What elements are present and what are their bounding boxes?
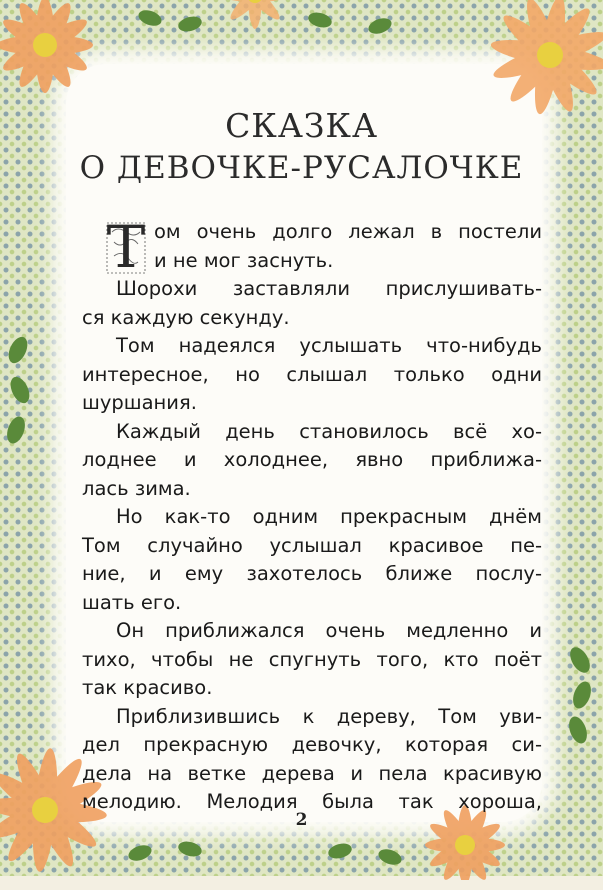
text-line: тихо, чтобы не спугнуть того, кто поёт [82,647,542,671]
leaf-icon-top [130,0,430,40]
text-line: лась зима. [82,476,191,500]
text-line: и не мог заснуть. [154,248,334,272]
text-line: Каждый день становилось всё хо- [116,419,542,443]
text-line: Шорохи заставляли прислушивать- [116,277,542,300]
text-line: шать его. [82,590,182,614]
story-title-line-2: О ДЕВОЧКЕ-РУСАЛОЧКЕ [79,150,524,186]
text-line: так красиво. [82,676,213,699]
text-line: Том надеялся услышать что-нибудь [116,334,542,357]
text-line: дел прекрасную девочку, которая си- [82,733,542,756]
page-number: 2 [295,810,308,830]
leaf-icon-left [0,330,40,450]
text-line: дела на ветке дерева и пела красивую [82,761,542,785]
text-line: мелодию. Мелодия была так хороша, [82,790,542,813]
leaf-icon-bottom [120,835,420,875]
text-line: ние, и ему захотелось ближе послу- [82,562,542,585]
dropcap-letter: Т [106,213,146,281]
story-text [82,213,542,817]
text-line: ся каждую секунду. [82,305,290,329]
text-line: Он приближался очень медленно и [116,619,542,642]
text-line: ом очень долго лежал в постели [154,220,542,243]
flower-icon-top-left [0,0,110,110]
story-title-line-1: СКАЗКА [225,106,378,145]
text-line: лоднее и холоднее, явно приближа- [82,448,542,471]
text-line: Том случайно услышал красивое пе- [82,533,542,557]
text-line: интересное, но слышал только одни [82,362,542,386]
text-line: Приблизившись к дереву, Том уви- [116,704,542,728]
text-line: Но как-то одним прекрасным днём [116,505,542,528]
text-line: шуршания. [82,391,197,414]
leaf-icon-right [560,640,603,760]
